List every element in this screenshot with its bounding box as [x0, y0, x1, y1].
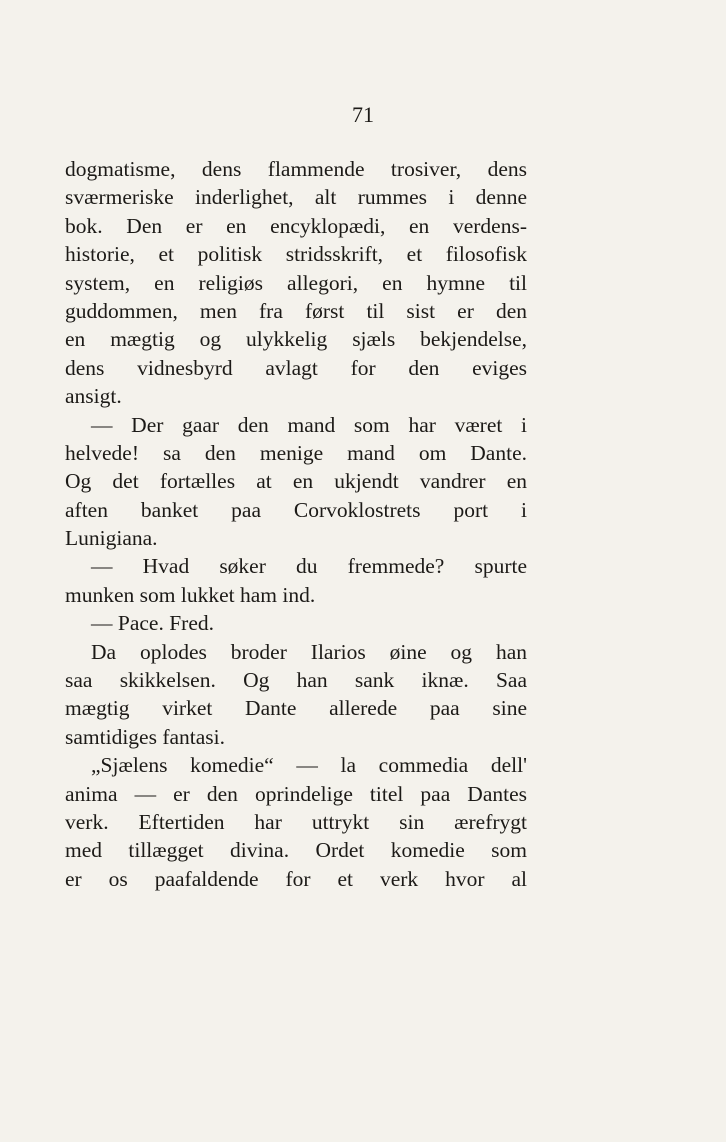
text-line: verk. Eftertiden har uttrykt sin ærefrygt [65, 809, 527, 834]
text-line: aften banket paa Corvoklostrets port i [65, 497, 527, 522]
text-line: ansigt. [65, 384, 122, 409]
text-line: anima — er den oprindelige titel paa Dantes [65, 781, 527, 806]
body-text [65, 155, 527, 893]
text-line: sværmeriske inderlighet, alt rummes i denne [65, 185, 527, 210]
text-line: dens vidnesbyrd avlagt for den eviges [65, 355, 527, 380]
text-line: munken som lukket ham ind. [65, 582, 316, 607]
text-line: — Pace. Fred. [91, 611, 214, 636]
text-line: mægtig virket Dante allerede paa sine [65, 696, 527, 721]
text-line: med tillægget divina. Ordet komedie som [65, 838, 527, 863]
text-line: helvede! sa den menige mand om Dante. [65, 440, 527, 465]
text-line: bok. Den er en encyklopædi, en verdens- [65, 213, 527, 238]
text-line: saa skikkelsen. Og han sank iknæ. Saa [65, 668, 527, 693]
text-line: historie, et politisk stridsskrift, et filosofisk [65, 242, 527, 267]
text-line: er os paafaldende for et verk hvor al [65, 866, 527, 891]
text-line: en mægtig og ulykkelig sjæls bekjendelse, [65, 327, 527, 352]
text-line: — Hvad søker du fremmede? spurte [91, 554, 527, 579]
text-line: guddommen, men fra først til sist er den [65, 298, 527, 323]
text-line: system, en religiøs allegori, en hymne til [65, 270, 527, 295]
text-line: Lunigiana. [65, 526, 158, 551]
text-line: dogmatisme, dens flammende trosiver, dens [65, 157, 527, 181]
page-number: 71 [352, 102, 374, 127]
text-line: samtidiges fantasi. [65, 724, 226, 749]
text-line: „Sjælens komedie“ — la commedia dell' [91, 753, 527, 778]
text-line: Da oplodes broder Ilarios øine og han [91, 639, 527, 664]
text-line: Og det fortælles at en ukjendt vandrer en [65, 469, 527, 494]
text-line: — Der gaar den mand som har været i [91, 412, 527, 437]
